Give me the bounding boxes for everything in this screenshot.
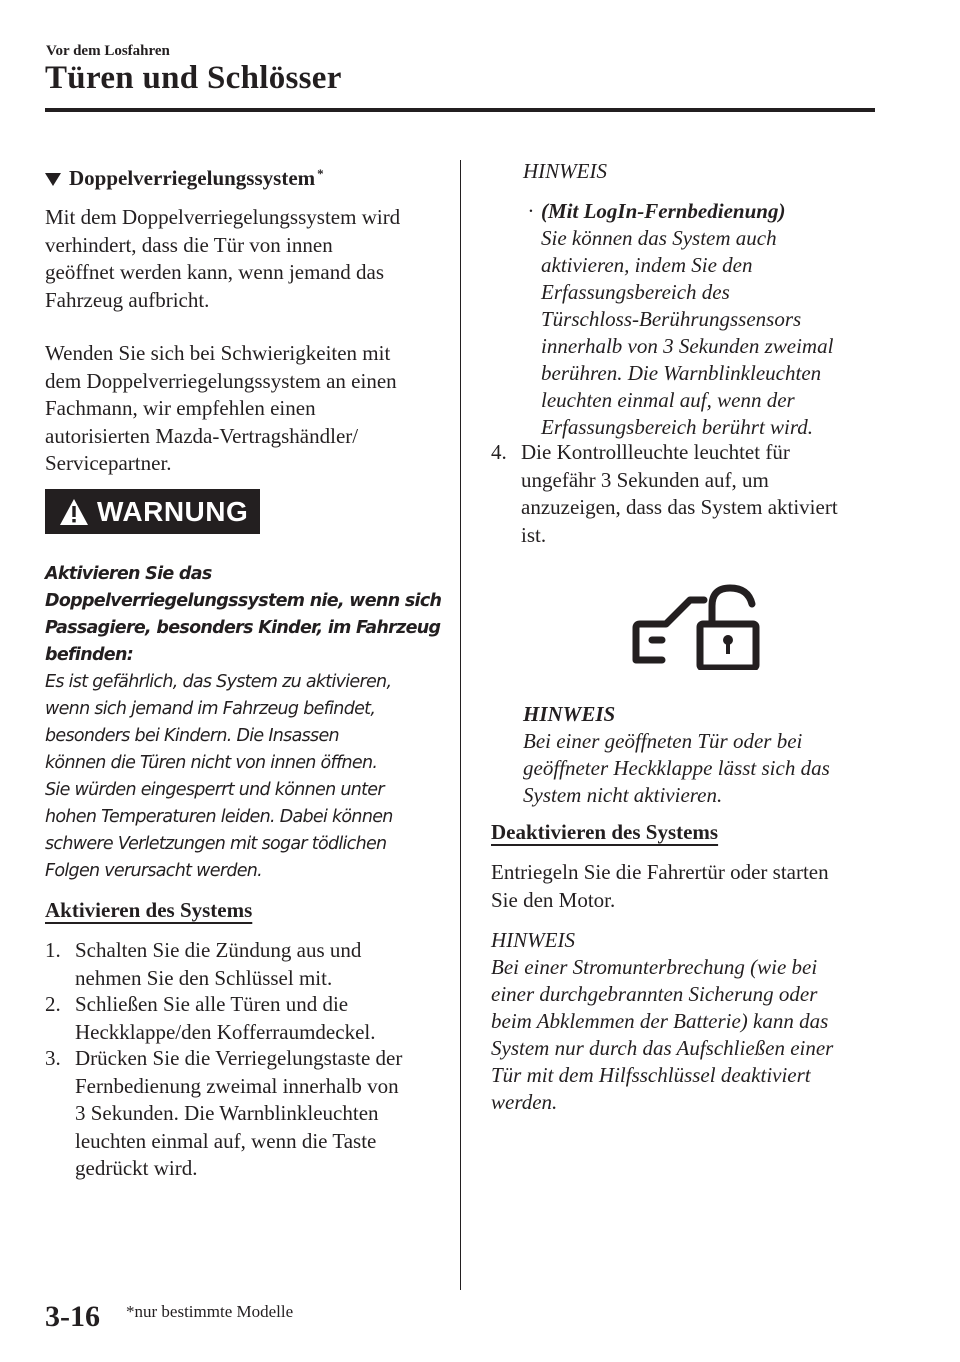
warning-title-line: Passagiere, besonders Kinder, im Fahrzeug (45, 618, 441, 638)
step-line: ist. (521, 522, 547, 547)
warning-label: WARNUNG (97, 495, 249, 527)
contact-line: Wenden Sie sich bei Schwierigkeiten mit (45, 341, 391, 365)
footnote: *nur bestimmte Modelle (126, 1302, 294, 1321)
step-line: Fernbedienung zweimal innerhalb von (75, 1073, 399, 1098)
contact-paragraph (45, 340, 397, 478)
step-number: 3. (45, 1046, 61, 1070)
contact-line: autorisierten Mazda-Vertragshändler/ (45, 423, 359, 448)
contact-line: Servicepartner. (45, 451, 172, 475)
warning-title-line: Aktivieren Sie das (45, 564, 212, 584)
deactivate-paragraph (491, 859, 829, 914)
deactivate-line: Sie den Motor. (491, 887, 616, 912)
step-number: 2. (45, 992, 61, 1016)
note-line: Tür mit dem Hilfsschlüssel deaktiviert (491, 1063, 811, 1087)
note-line: System nur durch das Aufschließen einer (491, 1036, 834, 1060)
step-line: Schalten Sie die Zündung aus und (75, 938, 362, 962)
intro-paragraph (45, 204, 400, 314)
warning-body-line: Sie würden eingesperrt und können unter (45, 780, 384, 800)
note-line: geöffneter Heckklappe lässt sich das (523, 756, 830, 780)
warning-title-line: Doppelverriegelungssystem nie, wenn sich (45, 591, 442, 611)
activate-heading: Aktivieren des Systems (45, 898, 253, 922)
column-divider (460, 160, 461, 1290)
section-title: Türen und Schlösser (45, 60, 342, 96)
list-item (45, 1045, 455, 1185)
step-line: Schließen Sie alle Türen und die (75, 992, 349, 1016)
step-line: gedrückt wird. (75, 1156, 198, 1180)
note-line: Türschloss-Berührungssensors (541, 307, 802, 331)
warning-triangle-icon (59, 498, 89, 526)
note-line: Bei einer Stromunterbrechung (wie bei (491, 955, 818, 979)
warning-title-line: befinden: (45, 645, 134, 665)
note-line: einer durchgebrannten Sicherung oder (491, 982, 818, 1006)
note-line: leuchten einmal auf, wenn der (541, 388, 795, 412)
list-item (45, 937, 445, 993)
note-label: HINWEIS (523, 159, 607, 183)
page-number: 3-16 (45, 1300, 100, 1333)
warning-body-line: besonders bei Kindern. Die Insassen (45, 726, 339, 746)
step-line: nehmen Sie den Schlüssel mit. (75, 965, 333, 990)
warning-body-line: Folgen verursacht werden. (45, 861, 263, 881)
note-line: Erfassungsbereich berührt wird. (541, 415, 814, 439)
step-line: Heckklappe/den Kofferraumdeckel. (75, 1019, 376, 1044)
step-line: 3 Sekunden. Die Warnblinkleuchten (75, 1101, 379, 1125)
contact-line: dem Doppelverriegelungssystem an einen (45, 368, 397, 393)
deactivate-line: Entriegeln Sie die Fahrertür oder starten (491, 860, 829, 884)
note-line: werden. (491, 1090, 558, 1114)
intro-line: geöffnet werden kann, wenn jemand das (45, 260, 384, 284)
note-block (523, 701, 830, 809)
triangle-marker-icon (45, 173, 61, 186)
note-text (541, 198, 833, 441)
step-line: Die Kontrollleuchte leuchtet für (521, 440, 790, 464)
step-line: Drücken Sie die Verriegelungstaste der (75, 1046, 403, 1070)
note-line: Erfassungsbereich des (541, 280, 730, 304)
car-lock-icon (632, 584, 762, 670)
warning-badge (45, 489, 260, 534)
bullet-marker: · (528, 199, 534, 223)
warning-body-line: hohen Temperaturen leiden. Dabei können (45, 807, 393, 827)
note-line: (Mit LogIn-Fernbedienung) (541, 199, 786, 223)
note-line: beim Abklemmen der Batterie) kann das (491, 1009, 829, 1033)
note-line: Bei einer geöffneten Tür oder bei (523, 729, 803, 753)
step-line: anzuzeigen, dass das System aktiviert (521, 495, 838, 519)
list-item (45, 991, 445, 1047)
contact-line: Fachmann, wir empfehlen einen (45, 396, 316, 420)
warning-body-line: Es ist gefährlich, das System zu aktivieren, (45, 672, 392, 692)
note-line: aktivieren, indem Sie den (541, 253, 753, 277)
warning-body-line: schwere Verletzungen mit sogar tödlichen (45, 834, 387, 854)
step-number: 1. (45, 938, 61, 962)
note-line: System nicht aktivieren. (523, 783, 723, 807)
chapter-label: Vor dem Losfahren (46, 43, 170, 59)
list-item (491, 439, 911, 551)
note-label: HINWEIS (491, 928, 575, 952)
note-line: Sie können das System auch (541, 226, 777, 250)
section-heading-text: Doppelverriegelungssystem (69, 166, 316, 190)
warning-body-line: können die Türen nicht von innen öffnen. (45, 753, 378, 773)
header-rule (45, 108, 875, 112)
intro-line: Mit dem Doppelverriegelungssystem wird (45, 205, 401, 229)
warning-text (45, 561, 441, 885)
step-number: 4. (491, 440, 507, 464)
note-block (491, 927, 833, 1116)
step-line: ungefähr 3 Sekunden auf, um (521, 467, 769, 492)
footnote-marker: * (317, 166, 324, 181)
note-line: innerhalb von 3 Sekunden zweimal (541, 334, 834, 358)
intro-line: Fahrzeug aufbricht. (45, 287, 210, 312)
warning-body-line: wenn sich jemand im Fahrzeug befindet, (45, 699, 376, 719)
note-line: berühren. Die Warnblinkleuchten (541, 361, 822, 385)
step-line: leuchten einmal auf, wenn die Taste (75, 1128, 377, 1153)
note-label: HINWEIS (523, 702, 616, 726)
deactivate-heading: Deaktivieren des Systems (491, 820, 719, 844)
section-heading (45, 166, 324, 191)
intro-line: verhindert, dass die Tür von innen (45, 232, 333, 257)
